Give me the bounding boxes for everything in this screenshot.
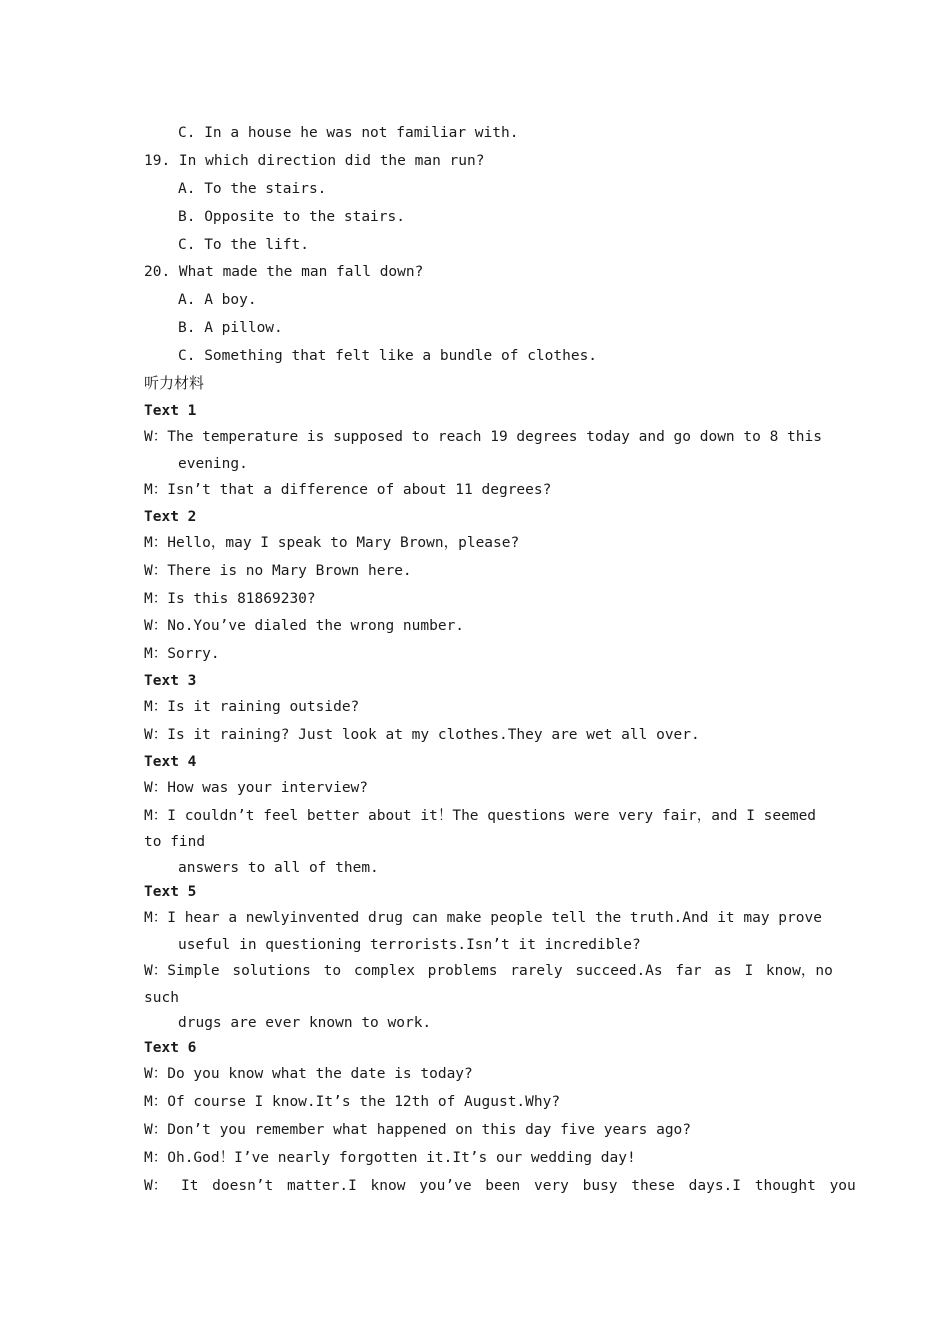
text-4-line-2-cont: to find: [144, 834, 206, 850]
text-3-heading: Text 3: [144, 673, 197, 689]
text-5-line-2-cont: such: [144, 990, 179, 1006]
text-4-line-1: W：How was your interview?: [144, 780, 369, 796]
text-5-heading: Text 5: [144, 884, 197, 900]
text-2-line-1: M：Hello，may I speak to Mary Brown，please?: [144, 535, 520, 551]
text-5-line-2: W：Simple solutions to complex problems rarely succeed.As far as I know，no: [144, 963, 833, 979]
text-1-line-2: M：Isn’t that a difference of about 11 degrees?: [144, 482, 552, 498]
text-5-line-2-end: drugs are ever known to work.: [178, 1015, 432, 1031]
q20-option-c: C. Something that felt like a bundle of clothes.: [178, 348, 598, 364]
text-4-heading: Text 4: [144, 754, 197, 770]
text-6-heading: Text 6: [144, 1040, 197, 1056]
text-6-line-2: M：Of course I know.It’s the 12th of August.Why?: [144, 1094, 561, 1110]
text-2-line-5: M：Sorry.: [144, 646, 220, 662]
text-1-line-1-cont: evening.: [178, 456, 248, 472]
q20-option-b: B. A pillow.: [178, 320, 283, 336]
text-5-line-1-cont: useful in questioning terrorists.Isn’t it incredible?: [178, 937, 641, 953]
text-4-line-2: M：I couldn’t feel better about it！The questions were very fair，and I seemed: [144, 808, 817, 824]
q18-option-c: C. In a house he was not familiar with.: [178, 125, 519, 141]
text-2-line-3: M：Is this 81869230?: [144, 591, 316, 607]
text-2-line-2: W：There is no Mary Brown here.: [144, 563, 412, 579]
q20-option-a: A. A boy.: [178, 292, 257, 308]
text-6-line-4: M：Oh.God！I’ve nearly forgotten it.It’s our wedding day!: [144, 1150, 636, 1166]
q20-question: 20. What made the man fall down?: [144, 264, 424, 280]
q19-option-b: B. Opposite to the stairs.: [178, 209, 405, 225]
q19-option-a: A. To the stairs.: [178, 181, 327, 197]
q19-option-c: C. To the lift.: [178, 237, 309, 253]
text-3-line-2: W：Is it raining? Just look at my clothes.They are wet all over.: [144, 727, 700, 743]
text-6-line-5: W： It doesn’t matter.I know you’ve been very busy these days.I thought you: [144, 1178, 856, 1194]
text-6-line-3: W：Don’t you remember what happened on this day five years ago?: [144, 1122, 692, 1138]
text-5-line-1: M：I hear a newlyinvented drug can make people tell the truth.And it may prove: [144, 910, 822, 926]
text-1-heading: Text 1: [144, 403, 197, 419]
section-title: 听力材料: [144, 374, 205, 392]
text-2-line-4: W：No.You’ve dialed the wrong number.: [144, 618, 465, 634]
q19-question: 19. In which direction did the man run?: [144, 153, 485, 169]
text-3-line-1: M：Is it raining outside?: [144, 699, 360, 715]
text-6-line-1: W：Do you know what the date is today?: [144, 1066, 473, 1082]
text-1-line-1: W：The temperature is supposed to reach 19 degrees today and go down to 8 this: [144, 429, 822, 445]
text-2-heading: Text 2: [144, 509, 197, 525]
text-4-line-2-end: answers to all of them.: [178, 860, 379, 876]
